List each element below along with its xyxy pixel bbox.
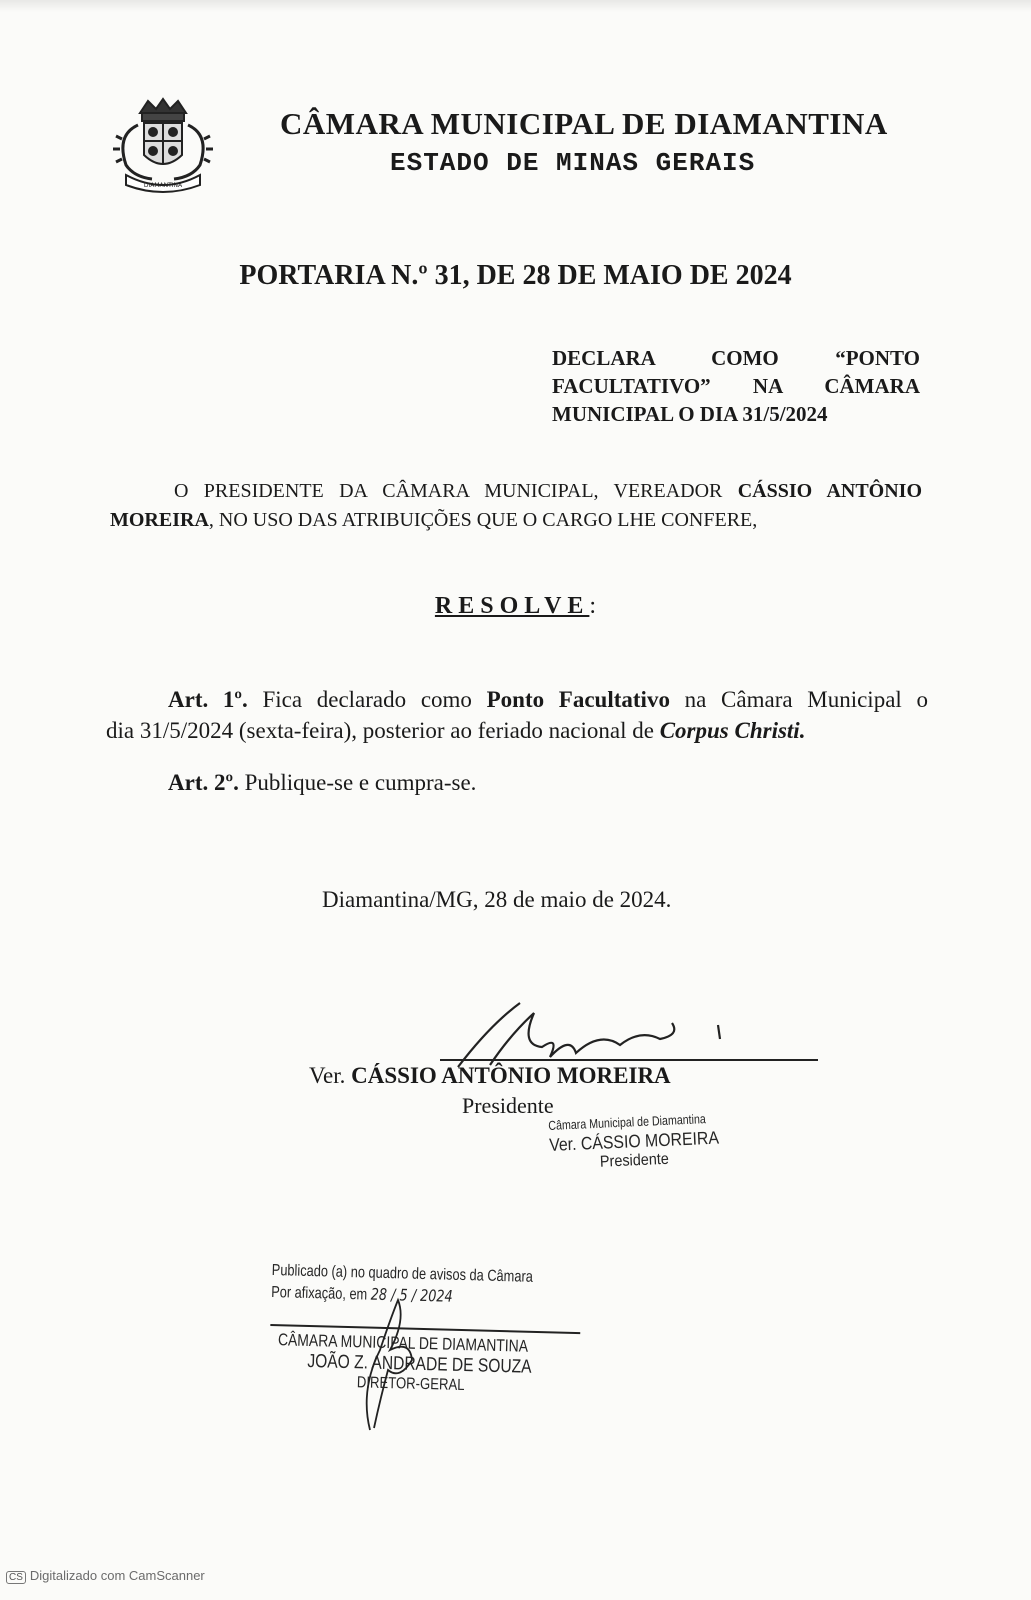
signature-line	[440, 1059, 818, 1061]
signer-name: Ver. CÁSSIO ANTÔNIO MOREIRA	[309, 1063, 671, 1088]
svg-text:DIAMANTINA: DIAMANTINA	[143, 182, 183, 189]
article-2-label: Art. 2º.	[168, 770, 239, 795]
stamp-line: Câmara Municipal de Diamantina	[548, 1111, 707, 1133]
article-1-line-2: dia 31/5/2024 (sexta-feira), posterior ao feriado nacional de Corpus Christi.	[106, 718, 806, 743]
preamble-line-1: O PRESIDENTE DA CÂMARA MUNICIPAL, VEREADOR CÁSSIO ANTÔNIO	[174, 480, 923, 502]
preamble-line-2: MOREIRA, NO USO DAS ATRIBUIÇÕES QUE O CARGO LHE CONFERE,	[110, 509, 758, 531]
president-name: CÁSSIO ANTÔNIO	[737, 480, 923, 502]
scanner-footer: CS Digitalizado com CamScanner	[6, 1568, 205, 1584]
article-1-line-1: Art. 1º. Fica declarado como Ponto Facultativo na Câmara Municipal o	[168, 687, 928, 712]
date-line: Diamantina/MG, 28 de maio de 2024.	[322, 887, 672, 912]
publication-line: Publicado (a) no quadro de avisos da Câmara	[271, 1262, 534, 1286]
publication-line: CÂMARA MUNICIPAL DE DIAMANTINA	[277, 1330, 529, 1356]
resolve-heading: RESOLVE:	[434, 593, 597, 619]
municipal-crest-icon	[108, 95, 218, 195]
stamp-line: Presidente	[599, 1150, 670, 1171]
org-name: CÂMARA MUNICIPAL DE DIAMANTINA	[280, 106, 888, 141]
president-stamp	[548, 1108, 770, 1174]
ementa-line: MUNICIPAL O DIA 31/5/2024	[552, 402, 828, 426]
president-surname: MOREIRA	[110, 509, 209, 531]
signer-role: Presidente	[462, 1093, 554, 1118]
ementa-line: DECLARA COMO “PONTO	[552, 346, 920, 370]
ementa-line: FACULTATIVO” NA CÂMARA	[552, 374, 920, 398]
publication-line: JOÃO Z. ANDRADE DE SOUZA	[307, 1350, 532, 1378]
scan-edge	[0, 0, 1031, 12]
preamble	[110, 477, 922, 535]
director-initials-scribble	[340, 1290, 430, 1440]
publication-date-line: Por afixação, em 28 / 5 / 2024	[270, 1283, 453, 1306]
publication-date: 28 / 5 / 2024	[370, 1284, 453, 1306]
article-1-label: Art. 1º.	[168, 687, 248, 712]
camscanner-icon: CS	[6, 1571, 26, 1584]
article-1	[106, 684, 928, 746]
article-2: Art. 2º. Publique-se e cumpra-se.	[168, 770, 477, 795]
publication-stamp	[269, 1262, 592, 1398]
stamp-line: Ver. CÁSSIO MOREIRA	[548, 1127, 720, 1155]
org-state: ESTADO DE MINAS GERAIS	[390, 148, 756, 178]
ementa	[552, 344, 920, 428]
publication-line: DIRETOR-GERAL	[356, 1374, 465, 1395]
document-title: PORTARIA N.º 31, DE 28 DE MAIO DE 2024	[239, 260, 792, 291]
